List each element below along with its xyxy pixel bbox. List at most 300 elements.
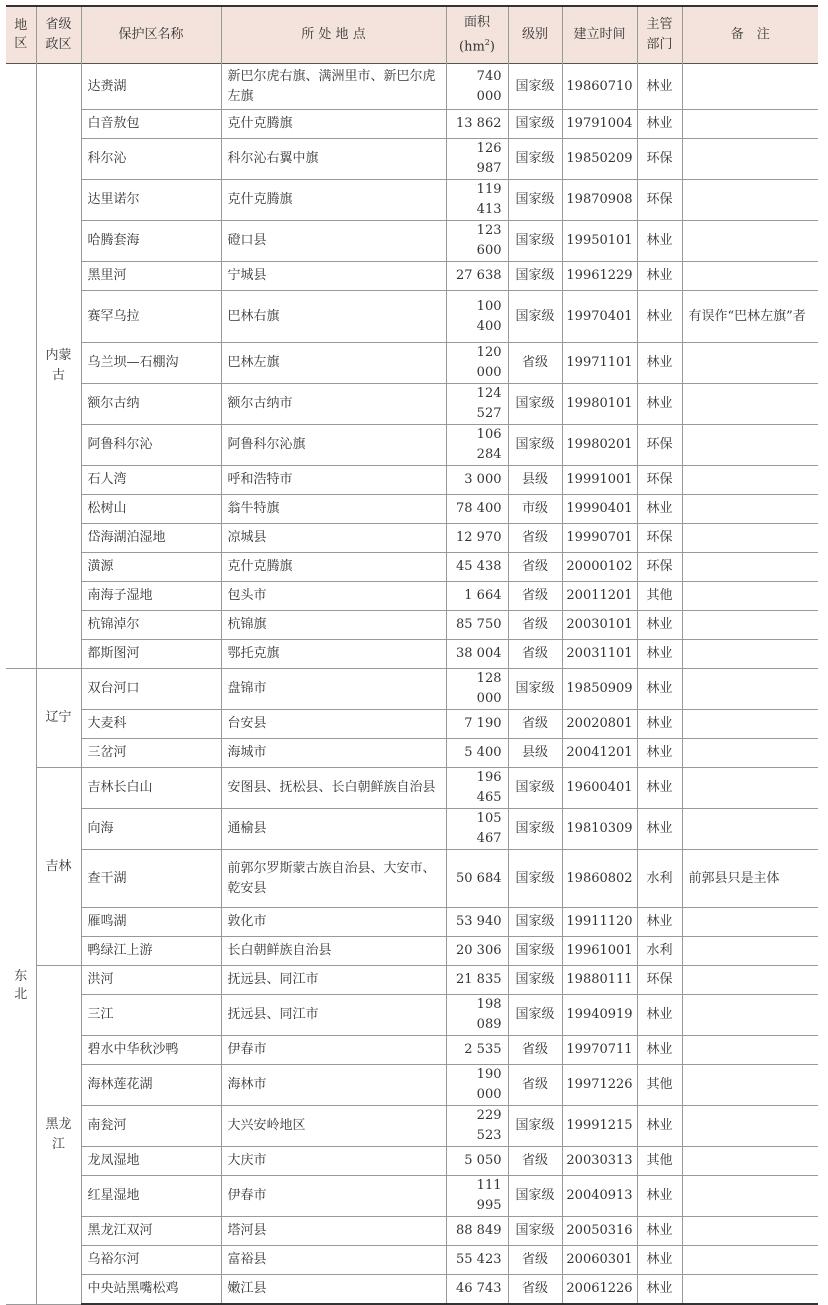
table-row [6, 1217, 818, 1246]
area-cell: 106 284 [446, 425, 508, 466]
date-cell: 19810309 [562, 809, 637, 850]
table-row [6, 582, 818, 611]
date-cell: 20000102 [562, 553, 637, 582]
note-cell [682, 1065, 818, 1106]
area-cell: 1 664 [446, 582, 508, 611]
location-cell: 克什克腾旗 [221, 180, 446, 221]
header-province: 省级政区 [36, 6, 81, 64]
reserve-name-cell: 达里诺尔 [81, 180, 221, 221]
level-cell: 省级 [508, 710, 562, 739]
table-row [6, 64, 818, 110]
reserve-name-cell: 哈腾套海 [81, 221, 221, 262]
area-cell: 50 684 [446, 850, 508, 908]
note-cell [682, 262, 818, 291]
header-note: 备 注 [682, 6, 818, 64]
level-cell: 县级 [508, 739, 562, 768]
reserve-name-cell: 都斯图河 [81, 640, 221, 669]
location-cell: 巴林右旗 [221, 291, 446, 343]
location-cell: 呼和浩特市 [221, 466, 446, 495]
table-row [6, 291, 818, 343]
date-cell: 19970401 [562, 291, 637, 343]
location-cell: 海城市 [221, 739, 446, 768]
location-cell: 台安县 [221, 710, 446, 739]
date-cell: 19870908 [562, 180, 637, 221]
table-row [6, 611, 818, 640]
level-cell: 省级 [508, 1246, 562, 1275]
note-cell [682, 180, 818, 221]
area-cell: 55 423 [446, 1246, 508, 1275]
level-cell: 国家级 [508, 262, 562, 291]
table-row [6, 384, 818, 425]
table-row [6, 524, 818, 553]
note-cell [682, 1147, 818, 1176]
area-cell: 53 940 [446, 908, 508, 937]
level-cell: 国家级 [508, 221, 562, 262]
note-cell [682, 669, 818, 710]
table-row [6, 495, 818, 524]
date-cell: 20030313 [562, 1147, 637, 1176]
area-cell: 740 000 [446, 64, 508, 110]
level-cell: 省级 [508, 1275, 562, 1305]
note-cell [682, 611, 818, 640]
dept-cell: 其他 [637, 582, 682, 611]
date-cell: 19860802 [562, 850, 637, 908]
note-cell [682, 425, 818, 466]
dept-cell: 林业 [637, 1246, 682, 1275]
level-cell: 国家级 [508, 937, 562, 966]
note-cell [682, 809, 818, 850]
table-body [6, 64, 818, 1305]
province-cell: 辽宁 [36, 669, 81, 768]
dept-cell: 林业 [637, 669, 682, 710]
header-area-label: 面积 [463, 14, 490, 30]
date-cell: 19971226 [562, 1065, 637, 1106]
area-cell: 46 743 [446, 1275, 508, 1305]
dept-cell: 林业 [637, 291, 682, 343]
reserve-name-cell: 南海子湿地 [81, 582, 221, 611]
date-cell: 19600401 [562, 768, 637, 809]
note-cell [682, 995, 818, 1036]
reserve-name-cell: 岱海湖泊湿地 [81, 524, 221, 553]
header-name: 保护区名称 [81, 6, 221, 64]
reserve-name-cell: 黑龙江双河 [81, 1217, 221, 1246]
area-cell: 119 413 [446, 180, 508, 221]
level-cell: 国家级 [508, 768, 562, 809]
reserve-name-cell: 三岔河 [81, 739, 221, 768]
date-cell: 19961001 [562, 937, 637, 966]
table-row [6, 937, 818, 966]
reserve-name-cell: 中央站黑嘴松鸡 [81, 1275, 221, 1305]
note-cell [682, 1176, 818, 1217]
date-cell: 19971101 [562, 343, 637, 384]
note-cell [682, 524, 818, 553]
dept-cell: 林业 [637, 908, 682, 937]
area-cell: 2 535 [446, 1036, 508, 1065]
level-cell: 国家级 [508, 995, 562, 1036]
date-cell: 20040913 [562, 1176, 637, 1217]
reserve-name-cell: 赛罕乌拉 [81, 291, 221, 343]
dept-cell: 环保 [637, 553, 682, 582]
location-cell: 翁牛特旗 [221, 495, 446, 524]
reserve-name-cell: 白音敖包 [81, 110, 221, 139]
area-cell: 85 750 [446, 611, 508, 640]
reserve-name-cell: 向海 [81, 809, 221, 850]
table-row [6, 710, 818, 739]
table-row [6, 1246, 818, 1275]
reserve-name-cell: 达赉湖 [81, 64, 221, 110]
level-cell: 省级 [508, 553, 562, 582]
level-cell: 国家级 [508, 850, 562, 908]
reserve-name-cell: 红星湿地 [81, 1176, 221, 1217]
reserve-name-cell: 大麦科 [81, 710, 221, 739]
header-area [446, 6, 508, 64]
table-row [6, 1147, 818, 1176]
reserve-name-cell: 乌兰坝—石棚沟 [81, 343, 221, 384]
note-cell [682, 139, 818, 180]
province-cell: 内蒙古 [36, 64, 81, 669]
dept-cell: 林业 [637, 995, 682, 1036]
reserve-name-cell: 洪河 [81, 966, 221, 995]
dept-cell: 林业 [637, 768, 682, 809]
level-cell: 国家级 [508, 139, 562, 180]
level-cell: 国家级 [508, 1217, 562, 1246]
location-cell: 额尔古纳市 [221, 384, 446, 425]
note-cell [682, 640, 818, 669]
note-cell [682, 343, 818, 384]
dept-cell: 林业 [637, 611, 682, 640]
area-cell: 124 527 [446, 384, 508, 425]
table-header [6, 6, 818, 64]
location-cell: 敦化市 [221, 908, 446, 937]
note-cell [682, 937, 818, 966]
table-row [6, 466, 818, 495]
header-date: 建立时间 [562, 6, 637, 64]
table-row [6, 180, 818, 221]
reserve-name-cell: 吉林长白山 [81, 768, 221, 809]
table-row [6, 553, 818, 582]
date-cell: 19850909 [562, 669, 637, 710]
reserve-name-cell: 松树山 [81, 495, 221, 524]
note-cell [682, 110, 818, 139]
dept-cell: 林业 [637, 809, 682, 850]
level-cell: 国家级 [508, 64, 562, 110]
date-cell: 19950101 [562, 221, 637, 262]
date-cell: 20050316 [562, 1217, 637, 1246]
level-cell: 国家级 [508, 1176, 562, 1217]
reserve-name-cell: 碧水中华秋沙鸭 [81, 1036, 221, 1065]
reserve-name-cell: 查干湖 [81, 850, 221, 908]
date-cell: 19940919 [562, 995, 637, 1036]
table-row [6, 139, 818, 180]
date-cell: 19880111 [562, 966, 637, 995]
table-row [6, 1036, 818, 1065]
area-cell: 229 523 [446, 1106, 508, 1147]
area-cell: 5 050 [446, 1147, 508, 1176]
location-cell: 宁城县 [221, 262, 446, 291]
header-region: 地区 [6, 6, 36, 64]
date-cell: 20020801 [562, 710, 637, 739]
level-cell: 国家级 [508, 291, 562, 343]
location-cell: 杭锦旗 [221, 611, 446, 640]
level-cell: 省级 [508, 611, 562, 640]
date-cell: 20030101 [562, 611, 637, 640]
dept-cell: 林业 [637, 710, 682, 739]
location-cell: 阿鲁科尔沁旗 [221, 425, 446, 466]
area-cell: 20 306 [446, 937, 508, 966]
location-cell: 伊春市 [221, 1176, 446, 1217]
table-row [6, 425, 818, 466]
table-row [6, 262, 818, 291]
date-cell: 19860710 [562, 64, 637, 110]
area-cell: 45 438 [446, 553, 508, 582]
reserve-table [6, 5, 818, 1305]
date-cell: 19980101 [562, 384, 637, 425]
note-cell [682, 221, 818, 262]
dept-cell: 林业 [637, 495, 682, 524]
table-row [6, 669, 818, 710]
dept-cell: 林业 [637, 384, 682, 425]
location-cell: 巴林左旗 [221, 343, 446, 384]
reserve-name-cell: 双台河口 [81, 669, 221, 710]
location-cell: 抚远县、同江市 [221, 966, 446, 995]
dept-cell: 林业 [637, 1176, 682, 1217]
province-cell: 吉林 [36, 768, 81, 966]
location-cell: 克什克腾旗 [221, 110, 446, 139]
header-level: 级别 [508, 6, 562, 64]
area-cell: 12 970 [446, 524, 508, 553]
dept-cell: 水利 [637, 937, 682, 966]
region-cell: 东北 [6, 669, 36, 1305]
note-cell [682, 1036, 818, 1065]
location-cell: 新巴尔虎右旗、满洲里市、新巴尔虎左旗 [221, 64, 446, 110]
level-cell: 国家级 [508, 110, 562, 139]
level-cell: 省级 [508, 1065, 562, 1106]
area-cell: 126 987 [446, 139, 508, 180]
area-cell: 78 400 [446, 495, 508, 524]
note-cell [682, 768, 818, 809]
level-cell: 国家级 [508, 908, 562, 937]
location-cell: 大庆市 [221, 1147, 446, 1176]
dept-cell: 林业 [637, 1217, 682, 1246]
header-location: 所 处 地 点 [221, 6, 446, 64]
location-cell: 通榆县 [221, 809, 446, 850]
location-cell: 科尔沁右翼中旗 [221, 139, 446, 180]
area-cell: 196 465 [446, 768, 508, 809]
level-cell: 省级 [508, 1036, 562, 1065]
table-row [6, 1065, 818, 1106]
location-cell: 大兴安岭地区 [221, 1106, 446, 1147]
date-cell: 19991001 [562, 466, 637, 495]
location-cell: 长白朝鲜族自治县 [221, 937, 446, 966]
level-cell: 国家级 [508, 384, 562, 425]
table-row [6, 850, 818, 908]
note-cell: 有误作“巴林左旗”者 [682, 291, 818, 343]
reserve-name-cell: 雁鸣湖 [81, 908, 221, 937]
note-cell [682, 1217, 818, 1246]
dept-cell: 环保 [637, 425, 682, 466]
area-cell: 13 862 [446, 110, 508, 139]
level-cell: 国家级 [508, 180, 562, 221]
location-cell: 盘锦市 [221, 669, 446, 710]
area-cell: 21 835 [446, 966, 508, 995]
reserve-name-cell: 科尔沁 [81, 139, 221, 180]
reserve-name-cell: 额尔古纳 [81, 384, 221, 425]
note-cell: 前郭县只是主体 [682, 850, 818, 908]
location-cell: 磴口县 [221, 221, 446, 262]
location-cell: 伊春市 [221, 1036, 446, 1065]
note-cell [682, 1275, 818, 1305]
reserve-name-cell: 南瓮河 [81, 1106, 221, 1147]
table-row [6, 809, 818, 850]
note-cell [682, 966, 818, 995]
area-cell: 7 190 [446, 710, 508, 739]
level-cell: 省级 [508, 640, 562, 669]
reserve-name-cell: 潢源 [81, 553, 221, 582]
area-cell: 100 400 [446, 291, 508, 343]
date-cell: 19980201 [562, 425, 637, 466]
location-cell: 海林市 [221, 1065, 446, 1106]
dept-cell: 环保 [637, 524, 682, 553]
reserve-name-cell: 黑里河 [81, 262, 221, 291]
date-cell: 19990401 [562, 495, 637, 524]
level-cell: 国家级 [508, 966, 562, 995]
date-cell: 19791004 [562, 110, 637, 139]
level-cell: 国家级 [508, 809, 562, 850]
date-cell: 19991215 [562, 1106, 637, 1147]
province-cell: 黑龙江 [36, 966, 81, 1305]
area-cell: 38 004 [446, 640, 508, 669]
date-cell: 20060301 [562, 1246, 637, 1275]
date-cell: 20061226 [562, 1275, 637, 1305]
reserve-name-cell: 海林莲花湖 [81, 1065, 221, 1106]
note-cell [682, 1106, 818, 1147]
dept-cell: 林业 [637, 739, 682, 768]
date-cell: 19911120 [562, 908, 637, 937]
dept-cell: 其他 [637, 1065, 682, 1106]
reserve-name-cell: 鸭绿江上游 [81, 937, 221, 966]
dept-cell: 林业 [637, 343, 682, 384]
table-row [6, 995, 818, 1036]
area-cell: 190 000 [446, 1065, 508, 1106]
note-cell [682, 582, 818, 611]
table-row [6, 739, 818, 768]
dept-cell: 林业 [637, 640, 682, 669]
date-cell: 19961229 [562, 262, 637, 291]
dept-cell: 林业 [637, 1106, 682, 1147]
dept-cell: 林业 [637, 64, 682, 110]
reserve-name-cell: 乌裕尔河 [81, 1246, 221, 1275]
date-cell: 19990701 [562, 524, 637, 553]
table-row [6, 640, 818, 669]
area-cell: 128 000 [446, 669, 508, 710]
table-row [6, 110, 818, 139]
level-cell: 国家级 [508, 669, 562, 710]
level-cell: 县级 [508, 466, 562, 495]
dept-cell: 林业 [637, 221, 682, 262]
table-row [6, 908, 818, 937]
dept-cell: 环保 [637, 966, 682, 995]
location-cell: 嫩江县 [221, 1275, 446, 1305]
date-cell: 20041201 [562, 739, 637, 768]
level-cell: 省级 [508, 1147, 562, 1176]
reserve-name-cell: 石人湾 [81, 466, 221, 495]
location-cell: 富裕县 [221, 1246, 446, 1275]
area-cell: 120 000 [446, 343, 508, 384]
area-cell: 105 467 [446, 809, 508, 850]
location-cell: 塔河县 [221, 1217, 446, 1246]
level-cell: 省级 [508, 524, 562, 553]
note-cell [682, 1246, 818, 1275]
region-cell [6, 64, 36, 669]
note-cell [682, 495, 818, 524]
dept-cell: 环保 [637, 139, 682, 180]
note-cell [682, 739, 818, 768]
table-row [6, 966, 818, 995]
note-cell [682, 384, 818, 425]
area-cell: 111 995 [446, 1176, 508, 1217]
dept-cell: 水利 [637, 850, 682, 908]
level-cell: 省级 [508, 343, 562, 384]
dept-cell: 环保 [637, 180, 682, 221]
level-cell: 省级 [508, 582, 562, 611]
table-row [6, 1106, 818, 1147]
level-cell: 国家级 [508, 425, 562, 466]
dept-cell: 林业 [637, 262, 682, 291]
header-area-unit: $(hm^2)$ [459, 37, 495, 55]
table-row [6, 343, 818, 384]
location-cell: 安图县、抚松县、长白朝鲜族自治县 [221, 768, 446, 809]
location-cell: 克什克腾旗 [221, 553, 446, 582]
dept-cell: 其他 [637, 1147, 682, 1176]
date-cell: 20031101 [562, 640, 637, 669]
table-row [6, 768, 818, 809]
level-cell: 市级 [508, 495, 562, 524]
reserve-name-cell: 阿鲁科尔沁 [81, 425, 221, 466]
note-cell [682, 553, 818, 582]
area-cell: 88 849 [446, 1217, 508, 1246]
dept-cell: 林业 [637, 110, 682, 139]
area-cell: 123 600 [446, 221, 508, 262]
reserve-name-cell: 龙凤湿地 [81, 1147, 221, 1176]
area-cell: 3 000 [446, 466, 508, 495]
location-cell: 抚远县、同江市 [221, 995, 446, 1036]
note-cell [682, 908, 818, 937]
dept-cell: 林业 [637, 1275, 682, 1305]
note-cell [682, 466, 818, 495]
location-cell: 凉城县 [221, 524, 446, 553]
date-cell: 20011201 [562, 582, 637, 611]
area-cell: 198 089 [446, 995, 508, 1036]
date-cell: 19970711 [562, 1036, 637, 1065]
reserve-name-cell: 杭锦淖尔 [81, 611, 221, 640]
reserve-name-cell: 三江 [81, 995, 221, 1036]
area-cell: 5 400 [446, 739, 508, 768]
table-row [6, 221, 818, 262]
table-row [6, 1176, 818, 1217]
table-row [6, 1275, 818, 1305]
level-cell: 国家级 [508, 1106, 562, 1147]
dept-cell: 林业 [637, 1036, 682, 1065]
location-cell: 包头市 [221, 582, 446, 611]
area-cell: 27 638 [446, 262, 508, 291]
dept-cell: 环保 [637, 466, 682, 495]
header-dept: 主管部门 [637, 6, 682, 64]
note-cell [682, 64, 818, 110]
location-cell: 鄂托克旗 [221, 640, 446, 669]
note-cell [682, 710, 818, 739]
location-cell: 前郭尔罗斯蒙古族自治县、大安市、乾安县 [221, 850, 446, 908]
date-cell: 19850209 [562, 139, 637, 180]
